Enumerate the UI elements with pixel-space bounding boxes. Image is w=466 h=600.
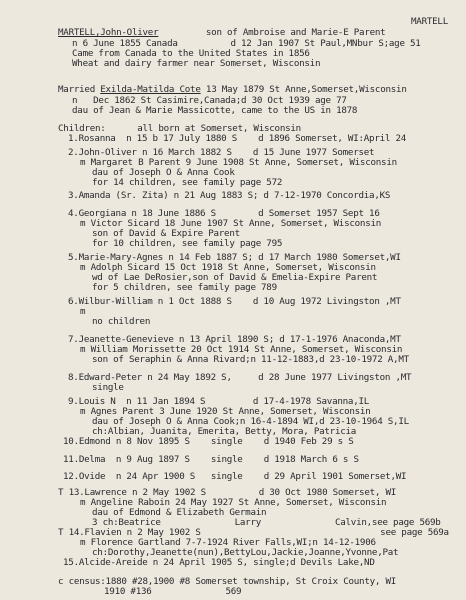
record-line	[72, 59, 320, 69]
line-text: 7.Jeanette-Genevieve n 13 April 1890 S; d 17-1-1976 Anaconda,MT	[68, 334, 401, 345]
line-text: for 5 children, see family page 789	[92, 282, 277, 293]
record-line	[68, 134, 406, 144]
line-text: dau of Jean & Marie Massicotte, came to the US in 1878	[72, 105, 358, 116]
record-line	[58, 28, 385, 38]
line-text: T 13.Lawrence n 2 May 1902 S d 30 Oct 1980 Somerset, WI	[58, 487, 397, 498]
line-text: 2.John-Oliver n 16 March 1882 S d 15 June 1977 Somerset	[68, 147, 375, 158]
line-text: wd of Lae DeRosier,son of David & Emelia-Expire Parent	[92, 272, 378, 283]
line-text: 1910 #136 569	[104, 586, 242, 597]
line-text: for 14 children, see family page 572	[92, 177, 283, 188]
record-line	[63, 455, 359, 465]
line-text: 5.Marie-Mary-Agnes n 14 Feb 1887 S; d 17 March 1980 Somerset,WI	[68, 252, 401, 263]
line-text: 12.Ovide n 24 Apr 1900 S single d 29 April 1901 Somerset,WI	[63, 471, 407, 482]
line-text: m Angeline Raboin 24 May 1927 St Anne, Somerset, Wisconsin	[80, 497, 387, 508]
line-text: m	[80, 306, 86, 317]
line-text: T 14.Flavien n 2 May 1902 S see page 569a	[58, 527, 449, 538]
line-text: dau of Edmond & Elizabeth Germain	[92, 507, 267, 518]
line-text: dau of Joseph O & Anna Cook	[92, 167, 235, 178]
line-text: Came from Canada to the United States in 1856	[72, 48, 310, 59]
line-text: m Victor Sicard 18 June 1907 St Anne, Somerset, Wisconsin	[80, 218, 382, 229]
record-line	[63, 472, 406, 482]
line-text: 11.Delma n 9 Aug 1897 S single d 1918 March 6 s S	[63, 454, 359, 465]
line-text: Children: all born at Somerset, Wisconsin	[58, 123, 301, 134]
record-line	[92, 317, 150, 327]
line-text: 1.Rosanna n 15 b 17 July 1880 S d 1896 Somerset, WI:April 24	[68, 133, 407, 144]
line-text: n Dec 1862 St Casimire,Canada;d 30 Oct 1939 age 77	[72, 95, 347, 106]
record-line	[80, 307, 85, 317]
line-text: 10.Edmond n 8 Nov 1895 S single d 1940 Feb 29 s S	[63, 436, 354, 447]
line-text: 15.Alcide-Areide n 24 April 1905 S, single;d Devils Lake,ND	[63, 557, 375, 568]
record-line	[63, 558, 375, 568]
record-line	[63, 437, 353, 447]
line-text: ch:Dorothy,Jeanette(nun),BettyLou,Jackie,Joanne,Yvonne,Pat	[92, 547, 399, 558]
record-line	[92, 178, 282, 188]
line-text: m William Morissette 20 Oct 1914 St Anne, Somerset, Wisconsin	[80, 344, 403, 355]
line-text: 3 ch:Beatrice Larry Calvin,see page 569b	[92, 517, 441, 528]
line-text: 13 May 1879 St Anne,Somerset,Wisconsin	[200, 84, 407, 95]
record-line	[68, 297, 401, 307]
record-line	[92, 355, 409, 365]
line-text: ch:Albian, Juanita, Emerita, Betty, Mora, Patricia	[92, 426, 357, 437]
line-text: dau of Joseph O & Anna Cook;n 16-4-1894 WI,d 23-10-1964 S,IL	[92, 416, 409, 427]
line-text: Wheat and dairy farmer near Somerset, Wisconsin	[72, 58, 321, 69]
surname-header: MARTELL	[411, 16, 448, 27]
line-text: Married	[58, 84, 101, 95]
record-line	[72, 106, 357, 116]
underlined-name: MARTELL,John-Oliver	[58, 27, 159, 38]
line-text: 9.Louis N n 11 Jan 1894 S d 17-4-1978 Savanna,IL	[68, 396, 370, 407]
line-text: for 10 children, see family page 795	[92, 238, 283, 249]
underlined-name: Exilda-Matilda Cote	[100, 84, 201, 95]
line-text: no children	[92, 316, 151, 327]
line-text: son of Ambroise and Marie-E Parent	[158, 27, 386, 38]
record-line	[92, 383, 124, 393]
line-text: 6.Wilbur-William n 1 Oct 1888 S d 10 Aug 1972 Livingston ,MT	[68, 296, 401, 307]
line-text: m Florence Gartland 7-7-1924 River Falls,WI;n 14-12-1906	[80, 537, 376, 548]
record-line	[92, 283, 277, 293]
line-text: m Adolph Sicard 15 Oct 1918 St Anne, Somerset, Wisconsin	[80, 262, 376, 273]
line-text: c census:1880 #28,1900 #8 Somerset township, St Croix County, WI	[58, 576, 397, 587]
line-text: m Margaret B Parent 9 June 1908 St Anne, Somerset, Wisconsin	[80, 157, 397, 168]
line-text: single	[92, 382, 124, 393]
record-line	[104, 587, 241, 597]
line-text: n 6 June 1855 Canada d 12 Jan 1907 St Paul,MNbur S;age 51	[72, 38, 421, 49]
record-line	[68, 191, 390, 201]
record-line	[92, 239, 282, 249]
line-text: 4.Georgiana n 18 June 1886 S d Somerset 1957 Sept 16	[68, 208, 380, 219]
line-text: son of David & Expire Parent	[92, 228, 240, 239]
record-line	[58, 85, 407, 95]
line-text: son of Seraphin & Anna Rivard;n 11-12-1883,d 23-10-1972 A,MT	[92, 354, 409, 365]
line-text: m Agnes Parent 3 June 1920 St Anne, Somerset, Wisconsin	[80, 406, 371, 417]
line-text: 8.Edward-Peter n 24 May 1892 S, d 28 June 1977 Livingston ,MT	[68, 372, 412, 383]
line-text: 3.Amanda (Sr. Zita) n 21 Aug 1883 S; d 7-12-1970 Concordia,KS	[68, 190, 391, 201]
